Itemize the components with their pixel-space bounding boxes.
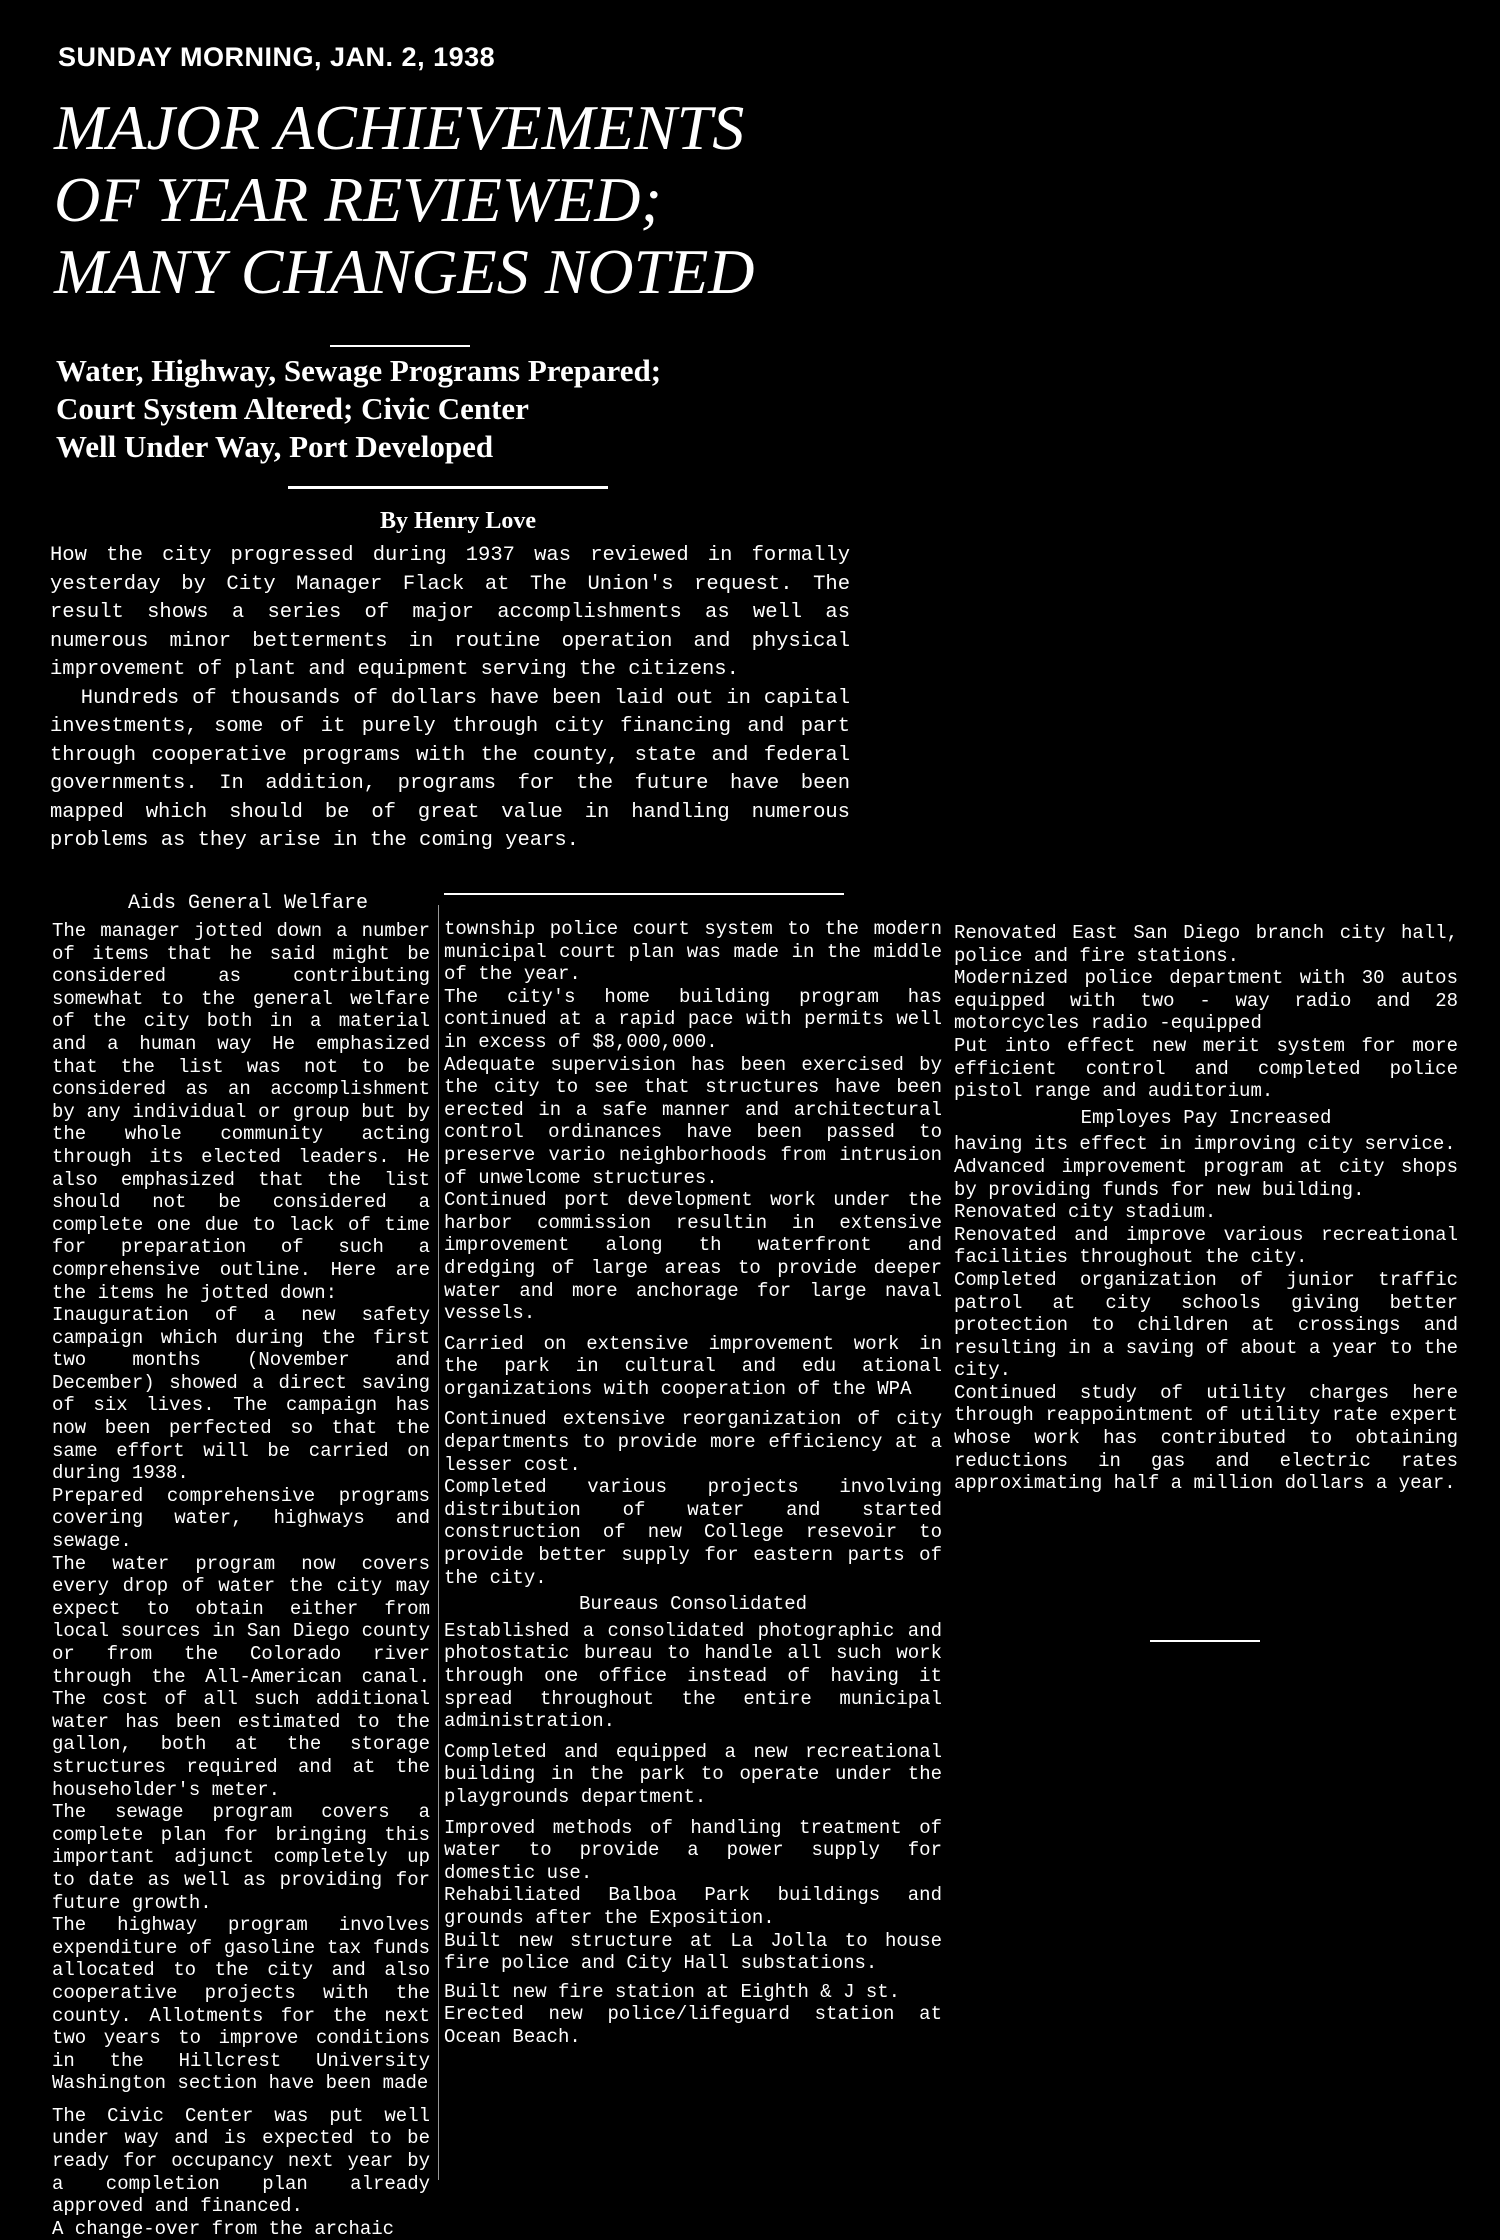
paragraph: Renovated city stadium.	[954, 1201, 1217, 1224]
paragraph: Put into effect new merit system for more efficient control and completed police pistol range and auditorium.	[954, 1034, 1458, 1103]
paragraph: The water program now covers every drop of water the city may expect to obtain either from local sources in San Diego county or from the Colorado river through the All-American canal. The cost of all such additional water has been estimated to the gallon, both at the storage structures required and at the householder's meter.	[52, 1552, 430, 1801]
paragraph: Rehabiliated Balboa Park buildings and grounds after the Exposition.	[444, 1884, 942, 1929]
subhead-employes-pay-increased: Employes Pay Increased	[1080, 1106, 1332, 1129]
paragraph: A change-over from the archaic	[52, 2217, 395, 2240]
headline-line: OF YEAR REVIEWED;	[54, 164, 662, 235]
end-rule	[1150, 1640, 1260, 1642]
column-divider	[438, 905, 439, 2180]
divider-rule	[330, 345, 470, 347]
deck-line: Water, Highway, Sewage Programs Prepared;	[56, 353, 662, 388]
paragraph: Renovated and improve various recreational facilities throughout the city.	[954, 1223, 1458, 1269]
paragraph: The Civic Center was put well under way and is expected to be ready for occupancy next year by a completion plan already approved and financed.	[52, 2104, 430, 2218]
paragraph: The sewage program covers a complete plan for bringing this important adjunct completely up to date as well as providing for future growth.	[52, 1801, 430, 1914]
paragraph: Inauguration of a new safety campaign which during the first two months (November and December) showed a direct saving of six lives. The campaign has now been perfected so that the same effort will be carried on during 1938.	[52, 1304, 430, 1485]
paragraph: Continued port development work under the harbor commission resultin in extensive improvement along th waterfront and dredging of large areas to provide deeper water and more anchorage for large naval vessels.	[444, 1189, 942, 1325]
paragraph: The highway program involves expenditure of gasoline tax funds allocated to the city and also cooperative projects with the county. Allotments for the next two years to improve conditions in the Hillcrest University Washington section have been made	[52, 1914, 430, 2095]
lede-paragraph: Hundreds of thousands of dollars have been laid out in capital investments, some of it purely through city financing and part through cooperative programs with the county, state and federal governments. In addition, programs for the future have been mapped which should be of great value in handling numerous problems as they arise in the coming years.	[50, 686, 850, 852]
deck-line: Court System Altered; Civic Center	[56, 391, 529, 426]
dateline: SUNDAY MORNING, JAN. 2, 1938	[58, 42, 496, 72]
subhead-aids-general-welfare: Aids General Welfare	[128, 892, 369, 915]
paragraph: Erected new police/lifeguard station at Ocean Beach.	[444, 2003, 942, 2048]
paragraph: Modernized police department with 30 autos equipped with two - way radio and 28 motorcycles radio -equipped	[954, 967, 1458, 1035]
paragraph: Adequate supervision has been exercised by the city to see that structures have been erected in a safe manner and architectural control ordinances have been passed to preserve vario neighborhoods from intrusion of unwelcome structures.	[444, 1053, 942, 1189]
headline	[54, 92, 934, 308]
paragraph: Built new fire station at Eighth & J st.	[444, 1980, 901, 2003]
byline: By Henry Love	[380, 508, 536, 534]
paragraph: Continued extensive reorganization of city departments to provide more efficiency at a lesser cost.	[444, 1408, 942, 1476]
paragraph: Established a consolidated photographic and photostatic bureau to handle all such work through one office instead of having it spread throughout the entire municipal administration.	[444, 1619, 942, 1733]
paragraph: Advanced improvement program at city shops by providing funds for new building.	[954, 1155, 1458, 1201]
divider-rule	[444, 893, 844, 895]
lede-paragraphs	[50, 542, 850, 856]
deck-line: Well Under Way, Port Developed	[56, 429, 494, 464]
headline-line: MAJOR ACHIEVEMENTS	[54, 92, 745, 163]
paragraph: Improved methods of handling treatment of water to provide a power supply for domestic use.	[444, 1816, 942, 1884]
paragraph: Renovated East San Diego branch city hall, police and fire stations.	[954, 922, 1458, 967]
paragraph: having its effect in improving city service.	[954, 1133, 1456, 1156]
article-column-3	[954, 922, 1458, 1642]
subheadline-deck	[56, 352, 936, 466]
lede-paragraph: How the city progressed during 1937 was reviewed in formally yesterday by City Manager Flack at The Union's request. The result shows a series of major accomplishments as well as numerous minor betterments in routine operation and physical improvement of plant and equipment serving the citizens.	[50, 544, 850, 681]
paragraph: Continued study of utility charges here through reappointment of utility rate expert whose work has contributed to obtaining reductions in gas and electric rates approximating half a million dollars a year.	[954, 1381, 1458, 1495]
paragraph: Completed and equipped a new recreational building in the park to operate under the playgrounds department.	[444, 1740, 942, 1808]
paragraph: Prepared comprehensive programs covering water, highways and sewage.	[52, 1484, 430, 1553]
paragraph: township police court system to the modern municipal court plan was made in the middle of the year.	[444, 918, 942, 986]
paragraph: Completed organization of junior traffic patrol at city schools giving better protection to children at crossings and resulting in a saving of about a year to the city.	[954, 1268, 1458, 1382]
paragraph: Completed various projects involving distribution of water and started construction of new College resevoir to provide better supply for eastern parts of the city.	[444, 1476, 942, 1589]
article-column-1	[52, 920, 430, 2240]
subhead-bureaus-consolidated: Bureaus Consolidated	[578, 1593, 808, 1616]
article-column-2	[444, 918, 942, 2180]
divider-rule	[288, 486, 608, 489]
paragraph: The manager jotted down a number of items that he said might be considered as contributing somewhat to the general welfare of the city both in a material and a human way He emphasized that the list was not to be considered as an accomplishment by any individual or group but by the whole community acting through its elected leaders. He also emphasized that the list should not be considered a complete one due to lack of time for preparation of such a comprehensive outline. Here are the items he jotted down:	[52, 920, 430, 1304]
headline-line: MANY CHANGES NOTED	[54, 236, 755, 307]
paragraph: Carried on extensive improvement work in the park in cultural and edu ational organizations with cooperation of the WPA	[444, 1332, 942, 1400]
paragraph: Built new structure at La Jolla to house fire police and City Hall substations.	[444, 1929, 942, 1975]
paragraph: The city's home building program has continued at a rapid pace with permits well in excess of $8,000,000.	[444, 985, 942, 1053]
